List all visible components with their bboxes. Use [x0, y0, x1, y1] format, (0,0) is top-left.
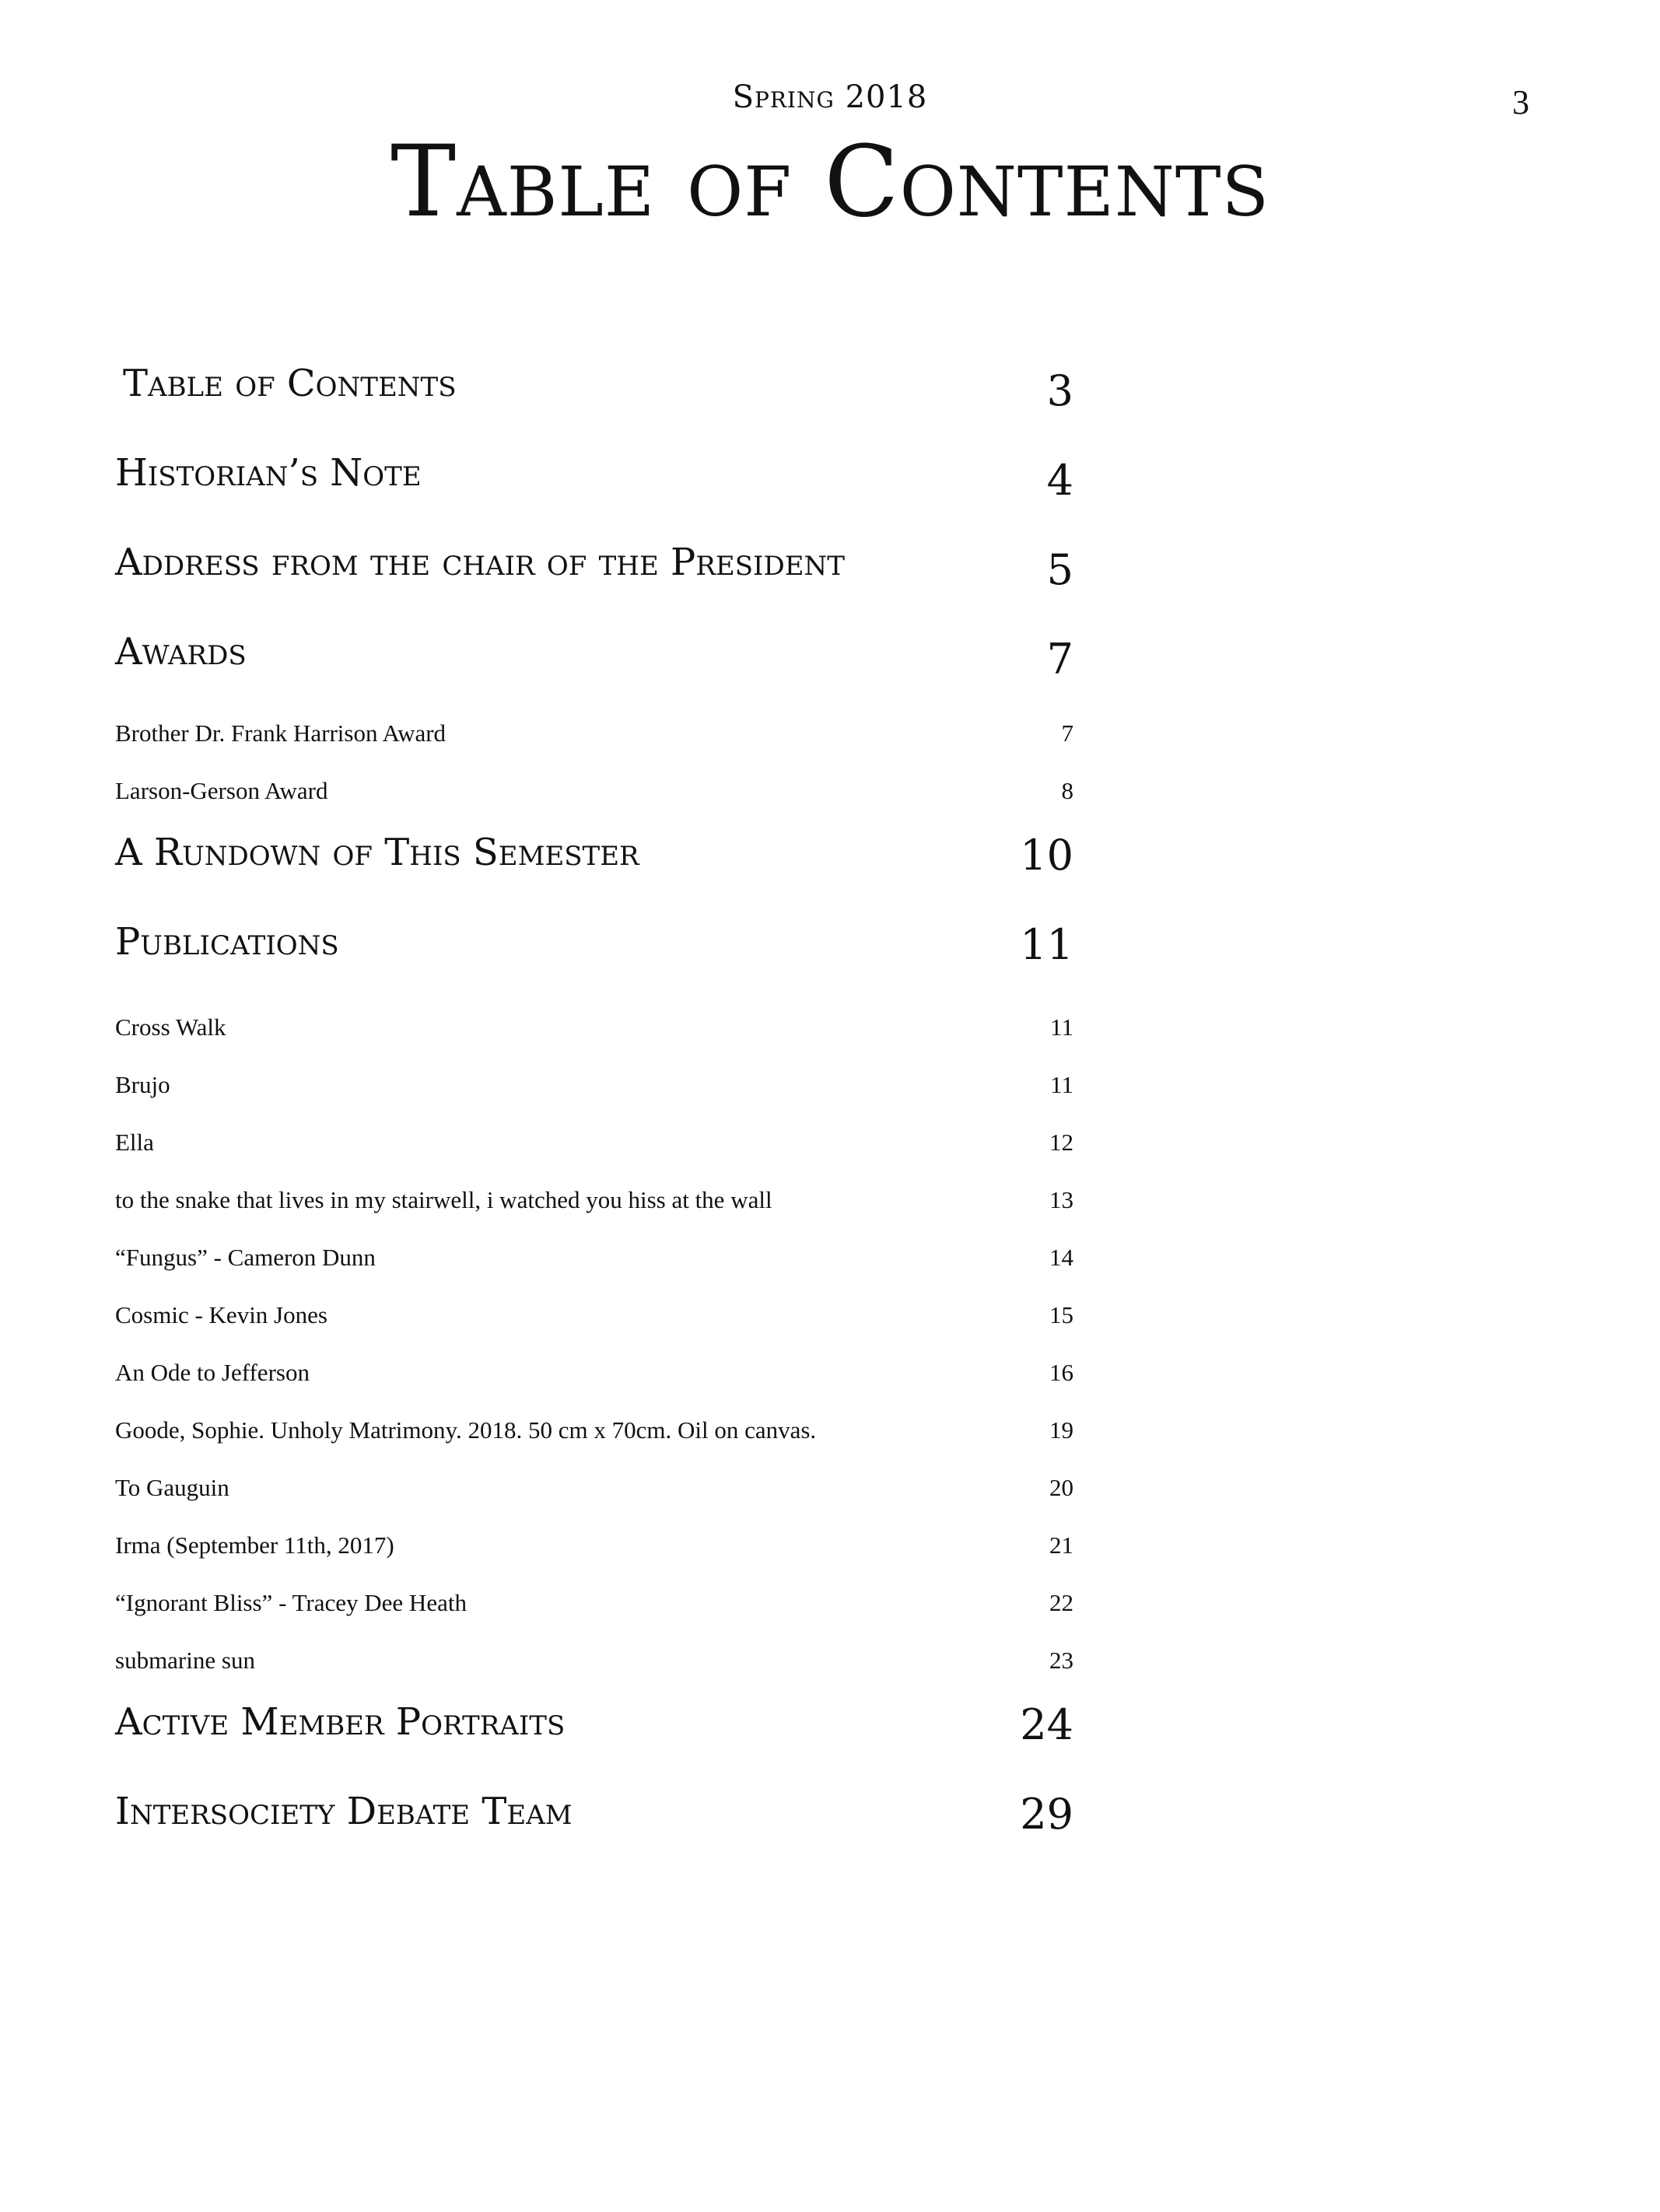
toc-entry[interactable] — [115, 541, 1073, 595]
toc-entry-label: Table of Contents — [123, 362, 457, 405]
issue-label: Spring 2018 — [732, 79, 928, 115]
toc-subentry-label: Brujo — [115, 1071, 170, 1098]
toc-subentry[interactable] — [115, 1186, 1073, 1217]
toc-entry-label: Address from the chair of the President — [115, 541, 845, 584]
toc-subentry[interactable] — [115, 1013, 1073, 1045]
toc-subentry-page: 23 — [1049, 1647, 1073, 1674]
toc-subentry-label: Goode, Sophie. Unholy Matrimony. 2018. 50 cm x 70cm. Oil on canvas. — [115, 1416, 817, 1444]
toc-subentry[interactable] — [115, 1589, 1073, 1620]
toc-subentry-label: Cosmic - Kevin Jones — [115, 1301, 327, 1328]
toc-subentry-label: Brother Dr. Frank Harrison Award — [115, 719, 447, 747]
toc-subentry-label: An Ode to Jefferson — [115, 1359, 310, 1386]
page-number: 3 — [1512, 83, 1529, 121]
toc-entry-label: Historian’s Note — [115, 451, 422, 495]
toc-subentry-page: 19 — [1049, 1416, 1073, 1444]
toc-entry-page: 24 — [1020, 1700, 1073, 1749]
toc-entry-page: 11 — [1020, 920, 1073, 969]
toc-entry[interactable] — [115, 831, 1073, 885]
toc-subentry-page: 8 — [1061, 777, 1073, 804]
toc-entry[interactable] — [115, 920, 1073, 975]
toc-entry-label: Publications — [115, 920, 339, 964]
toc-subentry[interactable] — [115, 1531, 1073, 1563]
toc-subentry-page: 11 — [1050, 1013, 1073, 1041]
toc-subentry[interactable] — [115, 1071, 1073, 1102]
toc-entry[interactable] — [115, 1790, 1073, 1844]
toc-subentry-page: 12 — [1049, 1129, 1073, 1156]
toc-subentry-page: 11 — [1050, 1071, 1073, 1098]
toc-subentry-page: 13 — [1049, 1186, 1073, 1213]
toc-entry-label: Intersociety Debate Team — [115, 1790, 573, 1833]
toc-subentry[interactable] — [115, 777, 1073, 808]
toc-subentry-page: 20 — [1049, 1474, 1073, 1501]
toc-entry-page: 7 — [1046, 635, 1073, 684]
toc-subentry-label: “Fungus” - Cameron Dunn — [115, 1244, 376, 1271]
toc-subentry[interactable] — [115, 1301, 1073, 1332]
toc-entry[interactable] — [115, 630, 1073, 684]
toc-subentry[interactable] — [115, 1474, 1073, 1505]
toc-entry-page: 3 — [1046, 366, 1073, 415]
toc-subentry-label: Larson-Gerson Award — [115, 777, 328, 804]
toc-subentry[interactable] — [115, 1129, 1073, 1160]
toc-entry-page: 5 — [1046, 545, 1073, 594]
page-title: Table of Contents — [390, 124, 1270, 239]
toc-subentry-page: 15 — [1049, 1301, 1073, 1328]
toc-subentry[interactable] — [115, 1244, 1073, 1275]
toc-entry-label: A Rundown of This Semester — [115, 831, 639, 874]
toc-subentry-page: 7 — [1061, 719, 1073, 747]
toc-entry-label: Awards — [115, 630, 247, 674]
toc-subentry[interactable] — [115, 719, 1073, 751]
toc-entry[interactable] — [115, 362, 1073, 416]
toc-subentry[interactable] — [115, 1359, 1073, 1390]
toc-entry-page: 4 — [1046, 456, 1073, 505]
toc-subentry-label: Irma (September 11th, 2017) — [115, 1531, 394, 1559]
toc-entry-label: Active Member Portraits — [115, 1700, 566, 1744]
toc-subentry-page: 14 — [1049, 1244, 1073, 1271]
toc-subentry-label: Cross Walk — [115, 1013, 226, 1041]
toc-subentry[interactable] — [115, 1647, 1073, 1678]
toc-subentry-label: to the snake that lives in my stairwell, i watched you hiss at the wall — [115, 1186, 772, 1213]
toc-subentry-page: 22 — [1049, 1589, 1073, 1616]
toc-subentry-label: Ella — [115, 1129, 154, 1156]
toc-entry[interactable] — [115, 1700, 1073, 1755]
toc-subentry-label: “Ignorant Bliss” - Tracey Dee Heath — [115, 1589, 467, 1616]
toc-subentry[interactable] — [115, 1416, 1073, 1447]
toc-entry-page: 10 — [1020, 831, 1073, 880]
toc-entry[interactable] — [115, 451, 1073, 506]
toc-subentry-label: submarine sun — [115, 1647, 255, 1674]
toc-subentry-label: To Gauguin — [115, 1474, 229, 1501]
toc-entry-page: 29 — [1020, 1790, 1073, 1839]
toc-subentry-page: 16 — [1049, 1359, 1073, 1386]
toc-subentry-page: 21 — [1049, 1531, 1073, 1559]
